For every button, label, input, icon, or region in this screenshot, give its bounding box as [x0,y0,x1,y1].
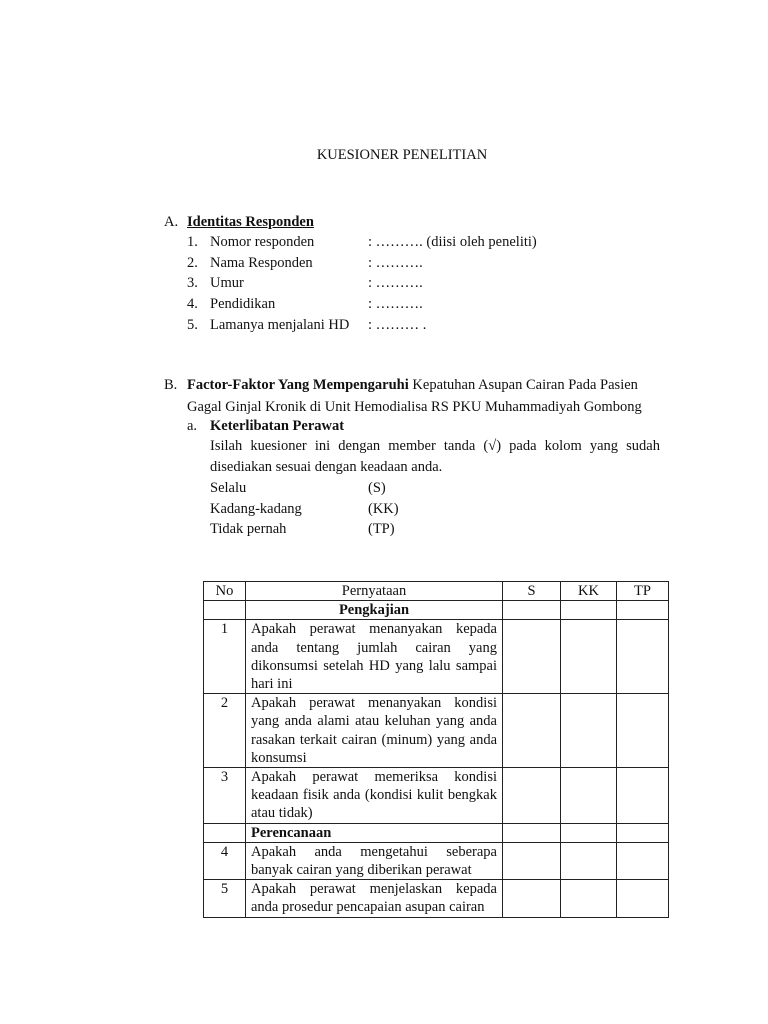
section-a-letter: A. [164,214,179,230]
identity-label: Lamanya menjalani HD [210,317,350,333]
header-statement: Pernyataan [246,582,503,601]
identity-label: Umur [210,275,244,291]
answer-cell-s[interactable] [503,880,561,917]
header-tp: TP [617,582,669,601]
section-b-heading-bold: Factor-Faktor Yang Mempengaruhi [187,377,409,393]
row-statement: Apakah perawat menanyakan kondisi yang anda alami atau keluhan yang anda rasakan terkait cairan (minum) yang anda konsumsi [246,694,503,768]
instruction-line-1: Isilah kuesioner ini dengan member tanda (√) pada kolom yang sudah [210,438,660,454]
scale-label: Kadang-kadang [210,501,302,517]
group-heading: Pengkajian [246,601,503,620]
identity-num: 2. [187,255,198,271]
answer-cell-kk[interactable] [561,768,617,824]
row-statement: Apakah perawat memeriksa kondisi keadaan fisik anda (kondisi kulit bengkak atau tidak) [246,768,503,824]
row-number: 5 [204,880,246,917]
page-title: KUESIONER PENELITIAN [316,147,488,163]
table-row [204,768,669,824]
answer-cell-kk[interactable] [561,620,617,694]
answer-cell-s[interactable] [503,694,561,768]
row-number: 1 [204,620,246,694]
answer-cell-s[interactable] [503,620,561,694]
identity-num: 1. [187,234,198,250]
scale-label: Selalu [210,480,247,496]
section-b-heading-rest: Kepatuhan Asupan Cairan Pada Pasien [412,377,638,393]
group-heading: Perencanaan [246,823,503,842]
table-row [204,620,669,694]
answer-cell-tp[interactable] [617,620,669,694]
scale-label: Tidak pernah [210,521,287,537]
header-no: No [204,582,246,601]
section-b-heading-line2: Gagal Ginjal Kronik di Unit Hemodialisa RS PKU Muhammadiyah Gombong [187,399,642,415]
section-b-heading [187,377,638,394]
answer-cell-kk[interactable] [561,823,617,842]
row-number: 4 [204,842,246,879]
questionnaire-table [203,581,669,918]
table-row [204,880,669,917]
identity-label: Nomor responden [210,234,315,250]
section-b-letter: B. [164,377,178,393]
table-row [204,842,669,879]
group-no-cell [204,823,246,842]
answer-cell-tp[interactable] [617,842,669,879]
identity-value: : ………. [368,255,423,271]
table-group-row [204,601,669,620]
identity-value: : ………. (diisi oleh peneliti) [368,234,537,250]
identity-label: Nama Responden [210,255,313,271]
group-no-cell [204,601,246,620]
answer-cell-tp[interactable] [617,880,669,917]
identity-num: 5. [187,317,198,333]
subsection-letter: a. [187,418,198,434]
instruction-line-2: disediakan sesuai dengan keadaan anda. [210,459,443,475]
answer-cell-s[interactable] [503,823,561,842]
answer-cell-kk[interactable] [561,601,617,620]
answer-cell-tp[interactable] [617,601,669,620]
row-statement: Apakah perawat menanyakan kepada anda tentang jumlah cairan yang dikonsumsi setelah HD yang lalu sampai hari ini [246,620,503,694]
answer-cell-s[interactable] [503,768,561,824]
subsection-heading: Keterlibatan Perawat [210,418,345,434]
table-group-row [204,823,669,842]
answer-cell-s[interactable] [503,842,561,879]
header-s: S [503,582,561,601]
row-statement: Apakah anda mengetahui seberapa banyak cairan yang diberikan perawat [246,842,503,879]
row-number: 3 [204,768,246,824]
identity-value: : ………. [368,275,423,291]
header-kk: KK [561,582,617,601]
section-a-heading: Identitas Responden [187,214,314,230]
answer-cell-tp[interactable] [617,823,669,842]
row-statement: Apakah perawat menjelaskan kepada anda prosedur pencapaian asupan cairan [246,880,503,917]
identity-num: 4. [187,296,198,312]
scale-code: (TP) [368,521,395,537]
identity-value: : ………. [368,296,423,312]
answer-cell-tp[interactable] [617,694,669,768]
identity-num: 3. [187,275,198,291]
answer-cell-tp[interactable] [617,768,669,824]
scale-code: (S) [368,480,386,496]
row-number: 2 [204,694,246,768]
identity-value: : ……… . [368,317,427,333]
table-row [204,694,669,768]
identity-label: Pendidikan [210,296,276,312]
scale-code: (KK) [368,501,399,517]
table-header-row [204,582,669,601]
answer-cell-s[interactable] [503,601,561,620]
answer-cell-kk[interactable] [561,694,617,768]
answer-cell-kk[interactable] [561,842,617,879]
answer-cell-kk[interactable] [561,880,617,917]
